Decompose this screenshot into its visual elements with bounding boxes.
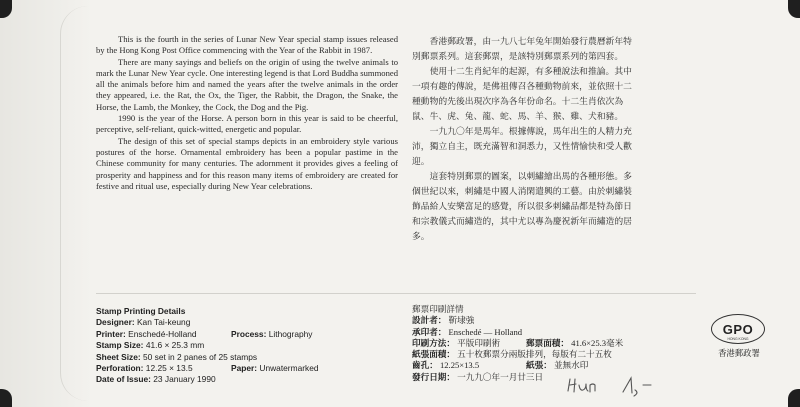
stamp-size-row bbox=[96, 340, 396, 351]
paper-value: Unwatermarked bbox=[259, 363, 319, 374]
stamp-size-label: Stamp Size: bbox=[96, 340, 144, 351]
date-value-zh: 一九九〇年一月廿三日 bbox=[457, 371, 544, 382]
details-heading-zh: 郵票印刷詳情 bbox=[412, 304, 464, 314]
designer-value-zh: 靳埭強 bbox=[448, 315, 475, 326]
stamp-size-label-zh: 郵票面積： bbox=[526, 337, 569, 348]
stamp-size-value-zh: 41.6×25.3毫米 bbox=[571, 337, 624, 348]
process-value: Lithography bbox=[268, 328, 313, 339]
perforation-row bbox=[96, 363, 396, 374]
printer-row-zh bbox=[412, 327, 684, 338]
corner-notch bbox=[788, 389, 800, 407]
details-heading: Stamp Printing Details bbox=[96, 306, 186, 316]
sheet-size-value: 50 set in 2 panes of 25 stamps bbox=[143, 351, 258, 362]
paper-field bbox=[231, 363, 319, 374]
stamp-size-field-zh bbox=[526, 338, 623, 349]
printer-row bbox=[96, 329, 396, 340]
process-row-zh bbox=[412, 338, 684, 349]
chinese-paragraph: 這套特別郵票的圖案，以刺繡繪出馬的各種形態。多個世紀以來，刺繡是中國人消閑遣興的工藝。由於刺繡裝飾品給人安樂富足的感覺，所以很多刺繡品都是特為節日和宗教儀式而繡造的，其中尤以專為慶祝新年而繡造的居多。 bbox=[412, 171, 632, 241]
stamp-size-value: 41.6 × 25.3 mm bbox=[145, 340, 205, 351]
process-label-zh: 印刷方法： bbox=[412, 337, 455, 348]
designer-row-zh bbox=[412, 315, 684, 326]
section-divider bbox=[96, 293, 696, 294]
sheet-size-label-zh: 紙張面積： bbox=[412, 349, 455, 360]
chinese-paragraph: 香港郵政署，由一九八七年兔年開始發行農曆新年特別郵票系列。這套郵票，是該特別郵票系列的第四套。 bbox=[412, 36, 632, 61]
envelope-flap-edge bbox=[60, 6, 101, 401]
paper-label: Paper: bbox=[231, 363, 258, 374]
english-paragraph: There are many sayings and beliefs on the origin of using the twelve animals to mark the Lunar New Year cycle. One interesting legend is that Lord Buddha summoned all the animals before him and named the years after the twelve animals in the order they appeared, i.e. the Rat, the Ox, the Tiger, the Rabbit, the Dragon, the Snake, the Horse, the Lamb, the Monkey, the Cock, the Dog and the Pig. bbox=[96, 56, 398, 112]
chinese-paragraph: 使用十二生肖紀年的起源，有多種說法和推論。其中一項有趣的傳說，是佛祖傳召各種動物前來，並依照十二種動物的先後出現次序為各年份命名。十二生肖依次為鼠、牛、虎、兔、龍、蛇、馬、羊、猴、雞、犬和豬。 bbox=[412, 66, 632, 121]
paper-label-zh: 紙張： bbox=[526, 360, 552, 371]
english-paragraph: The design of this set of special stamps depicts in an embroidery style various postures of the horse. Ornamental embroidery has been a popular pastime in the Chinese community for many centuries. The adornment it provides gives a feeling of prosperity and happiness and for this reason many items of embroidery are created for festive and ritual use, especially during New Year celebrations. bbox=[96, 135, 398, 191]
english-paragraph: This is the fourth in the series of Lunar New Year special stamp issues released by the Hong Kong Post Office commencing with the Year of the Rabbit in 1987. bbox=[96, 34, 398, 56]
sheet-size-row-zh bbox=[412, 349, 684, 360]
printing-details-english bbox=[96, 306, 396, 386]
printer-label: Printer: bbox=[96, 328, 126, 339]
perforation-label-zh: 齒孔： bbox=[412, 360, 438, 371]
designer-row bbox=[96, 317, 396, 328]
handwritten-price-note bbox=[565, 371, 675, 399]
process-value-zh: 平版印刷術 bbox=[457, 337, 501, 348]
english-paragraph: 1990 is the year of the Horse. A person born in this year is said to be cheerful, perceptive, self-reliant, quick-witted, energetic and popular. bbox=[96, 113, 398, 135]
date-of-issue-label: Date of Issue: bbox=[96, 374, 151, 385]
designer-label-zh: 設計者： bbox=[412, 315, 447, 326]
english-description bbox=[96, 34, 398, 192]
gpo-logo bbox=[711, 314, 765, 344]
chinese-paragraph: 一九九〇年是馬年。根據傳說，馬年出生的人精力充沛，獨立自主，既充滿智和洞悉力，又性情愉快和受人歡迎。 bbox=[412, 126, 632, 166]
process-field bbox=[231, 329, 313, 340]
date-of-issue-value: 23 January 1990 bbox=[153, 374, 216, 385]
process-label: Process: bbox=[231, 328, 267, 339]
sheet-size-row bbox=[96, 352, 396, 363]
gpo-logo-mark: GPO bbox=[722, 321, 754, 337]
corner-notch bbox=[788, 0, 800, 18]
sheet-size-label: Sheet Size: bbox=[96, 351, 141, 362]
chinese-description bbox=[412, 34, 638, 244]
sheet-size-value-zh: 五十枚郵票分兩版排列，每版有二十五枚 bbox=[457, 349, 612, 360]
perforation-label: Perforation: bbox=[96, 363, 144, 374]
gpo-logo-subtext: HONG KONG bbox=[727, 337, 749, 341]
perforation-value: 12.25 × 13.5 bbox=[145, 363, 193, 374]
paper-value-zh: 並無水印 bbox=[553, 360, 589, 371]
printer-label-zh: 承印者： bbox=[412, 326, 447, 337]
designer-label: Designer: bbox=[96, 317, 135, 328]
gpo-caption: 香港郵政署 bbox=[718, 349, 760, 358]
date-of-issue-row bbox=[96, 374, 396, 385]
printer-value-zh: Enschedé — Holland bbox=[448, 326, 523, 337]
printer-value: Enschedé-Holland bbox=[128, 328, 197, 339]
perforation-value-zh: 12.25×13.5 bbox=[439, 360, 480, 371]
date-label-zh: 發行日期： bbox=[412, 371, 455, 382]
designer-value: Kan Tai-keung bbox=[136, 317, 191, 328]
